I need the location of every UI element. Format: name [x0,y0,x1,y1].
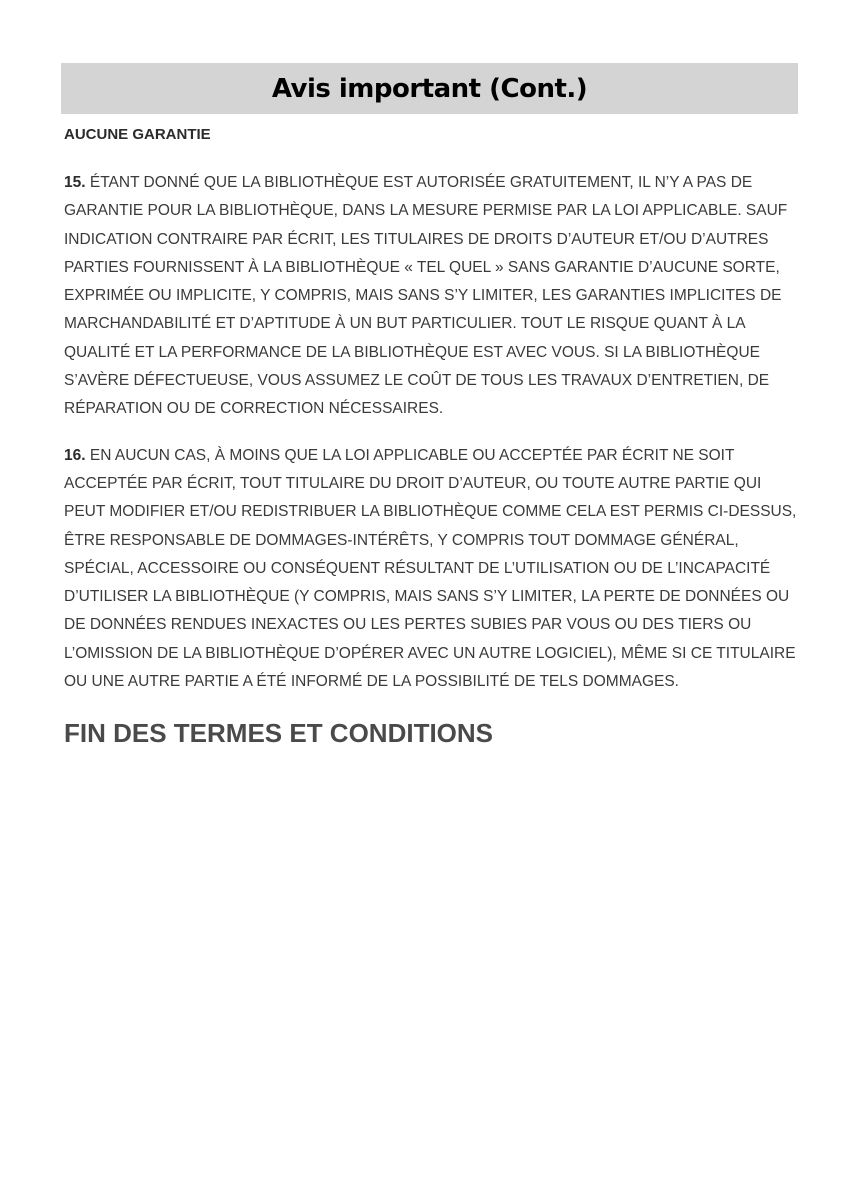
page-title-bar [61,63,798,114]
page-title: Avis important (Cont.) [271,73,588,104]
section-heading: AUCUNE GARANTIE [64,126,211,143]
clause-15 [64,169,800,424]
clause-16-number: 16. [64,446,86,464]
clause-15-number: 15. [64,174,86,191]
end-of-terms-title: FIN DES TERMES ET CONDITIONS [64,718,494,749]
clause-15-text: ÉTANT DONNÉ QUE LA BIBLIOTHÈQUE EST AUTORISÉE GRATUITEMENT, IL N’Y A PAS DE GARANTIE POUR LA BIBLIOTHÈQUE, DANS LA MESURE PERMISE PAR LA LOI APPLICABLE. SAUF INDICATION CONTRAIRE PAR ÉCRIT, LES TITULAIRES DE DROITS D’AUTEUR ET/OU D’AUTRES PARTIES FOURNISSENT À LA BIBLIOTHÈQUE « TEL QUEL » SANS GARANTIE D’AUCUNE SORTE, EXPRIMÉE OU IMPLICITE, Y COMPRIS, MAIS SANS S’Y LIMITER, LES GARANTIES IMPLICITES DE MARCHANDABILITÉ ET D’APTITUDE À UN BUT PARTICULIER. TOUT LE RISQUE QUANT À LA QUALITÉ ET LA PERFORMANCE DE LA BIBLIOTHÈQUE EST AVEC VOUS. SI LA BIBLIOTHÈQUE S’AVÈRE DÉFECTUEUSE, VOUS ASSUMEZ LE COÛT DE TOUS LES TRAVAUX D’ENTRETIEN, DE RÉPARATION OU DE CORRECTION NÉCESSAIRES. [64,174,788,418]
document-body [64,124,800,749]
clause-16-text: EN AUCUN CAS, À MOINS QUE LA LOI APPLICABLE OU ACCEPTÉE PAR ÉCRIT NE SOIT ACCEPTÉE PAR ÉCRIT, TOUT TITULAIRE DU DROIT D’AUTEUR, OU TOUTE AUTRE PARTIE QUI PEUT MODIFIER ET/OU REDISTRIBUER LA BIBLIOTHÈQUE COMME CELA EST PERMIS CI-DESSUS, ÊTRE RESPONSABLE DE DOMMAGES-INTÉRÊTS, Y COMPRIS TOUT DOMMAGE GÉNÉRAL, SPÉCIAL, ACCESSOIRE OU CONSÉQUENT RÉSULTANT DE L’UTILISATION OU DE L’INCAPACITÉ D’UTILISER LA BIBLIOTHÈQUE (Y COMPRIS, MAIS SANS S’Y LIMITER, LA PERTE DE DONNÉES OU DE DONNÉES RENDUES INEXACTES OU LES PERTES SUBIES PAR VOUS OU DES TIERS OU L’OMISSION DE LA BIBLIOTHÈQUE D’OPÉRER AVEC UN AUTRE LOGICIEL), MÊME SI CE TITULAIRE OU UNE AUTRE PARTIE A ÉTÉ INFORMÉ DE LA POSSIBILITÉ DE TELS DOMMAGES. [64,446,797,691]
clause-16 [64,442,800,697]
